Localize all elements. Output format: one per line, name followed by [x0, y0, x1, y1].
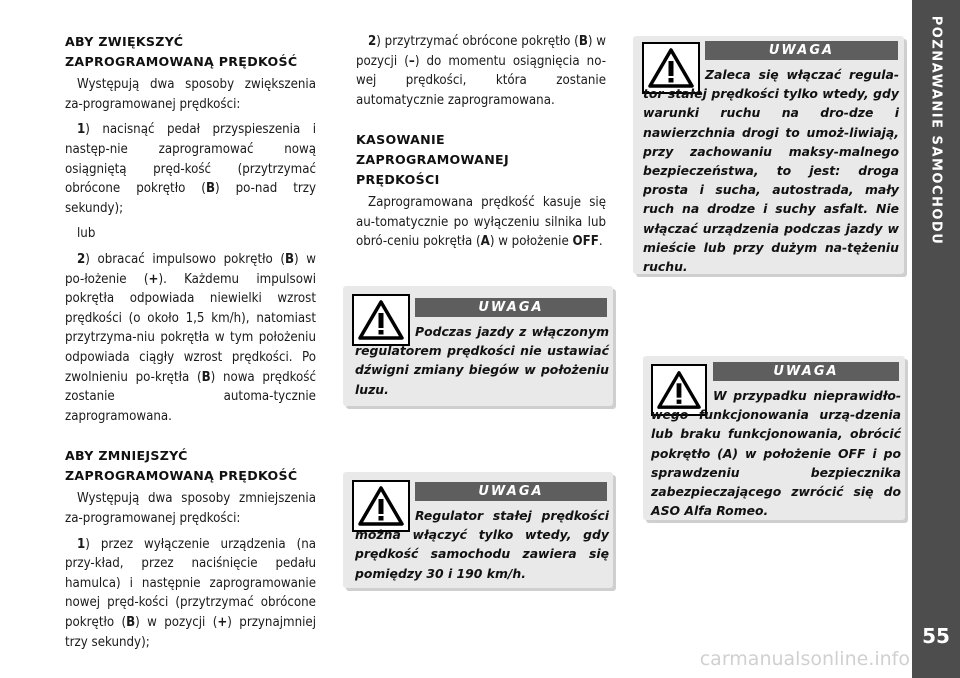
item-text: ) w pozycji ( [135, 615, 218, 631]
paragraph-or: lub [77, 226, 96, 242]
paragraph: Występują dwa sposoby zmniejszenia za-programowanej prędkości: [65, 491, 316, 527]
item-number: 2 [368, 34, 377, 49]
list-item [356, 32, 606, 110]
warning-box [343, 472, 613, 588]
item-text: ) do momentu osiągnięcia no-wej prędkości, która zostanie automatycznie zaprogramowana. [356, 53, 606, 108]
item-text: ) w po-łożenie ( [65, 251, 317, 287]
item-text: Zaprogramowana prędkość kasuje się au-tomatycznie po wyłączeniu silnika lub obró-ceniu pokrętła ( [356, 195, 606, 250]
item-text: ) po-nad trzy sekundy); [65, 181, 317, 216]
page-number: 55 [922, 624, 950, 648]
heading-line: ABY ZMNIEJSZYĆ [65, 448, 188, 464]
item-text: ) przytrzymać obrócone pokrętło ( [376, 34, 579, 49]
warning-box [343, 286, 613, 406]
key-label: B [126, 615, 136, 631]
warning-box [633, 36, 904, 274]
key-label: B [201, 369, 211, 385]
warning-title: UWAGA [415, 482, 607, 501]
section-title-text: POZNAWANIE SAMOCHODU [928, 15, 944, 245]
middle-column [356, 32, 606, 258]
heading-decrease [65, 446, 316, 485]
item-text: ) nowa prędkość zostanie automa-tycznie zaprogramowana. [65, 369, 316, 424]
list-item [65, 120, 316, 218]
heading-line: ABY ZWIĘKSZYĆ [65, 34, 184, 49]
key-label: A [480, 234, 490, 250]
off-label: OFF [572, 234, 599, 250]
watermark: carmanualsonline.info [699, 648, 910, 670]
heading-reset [356, 130, 516, 189]
warning-text: W przypadku nieprawidło-wego funkcjonowania urzą-dzenia lub braku funkcjonowania, obrócić pokrętło (A) w położenie OFF i po sprawdzeniu bezpiecznika zabezpieczającego zwrócić się do ASO Alfa Romeo. [651, 388, 901, 519]
warning-title: UWAGA [415, 298, 607, 317]
warning-box [643, 356, 905, 520]
item-number: 1 [77, 122, 86, 138]
item-number: 1 [77, 536, 86, 552]
minus-sign: – [408, 53, 415, 69]
list-item [65, 250, 316, 426]
warning-text: Zaleca się włączać regula-tor stałej prędkości tylko wtedy, gdy warunki ruchu na dro-dze i nawierzchnia drogi to umoż-liwiają, przy zachowaniu maksy-malnego bezpieczeństwa, to jest: droga prosta i sucha, autostrada, mały ruch na drodze i suchy asfalt. Nie włączać urządzenia podczas jazdy w mieście lub przy dużym na-tężeniu ruchu. [643, 67, 899, 275]
plus-sign: + [217, 615, 228, 631]
left-column [65, 32, 316, 658]
warning-text: Regulator stałej prędkości można włączyć tylko wtedy, gdy prędkość samochodu zawiera się pomiędzy 30 i 190 km/h. [355, 508, 609, 581]
item-text: . [598, 234, 603, 250]
item-text: ) przynajmniej trzy sekundy); [65, 615, 316, 650]
heading-line: ZAPROGRAMOWANEJ [356, 151, 509, 167]
heading-line: KASOWANIE [356, 132, 445, 148]
item-text: ) przez wyłączenie urządzenia (na przy-kład, przez naciśnięcie pedału hamulca) i następnie zaprogramowanie nowej pręd-kości (przytrzymać obrócone pokrętło ( [65, 536, 316, 631]
item-text: ). Każdemu impulsowi pokrętła odpowiada niewielki wzrost prędkości (o około 1,5 km/h), natomiast przytrzyma-niu pokrętła w tym położeniu odpowiada ciągły wzrost prędkości. Po zwolnieniu po-krętła ( [65, 271, 316, 385]
warning-text: Podczas jazdy z włączonym regulatorem prędkości nie ustawiać dźwigni zmiany biegów w położeniu luzu. [355, 324, 609, 397]
key-label: B [578, 34, 588, 49]
key-label: B [205, 181, 215, 197]
key-label: B [285, 251, 295, 267]
paragraph [356, 193, 606, 252]
paragraph: Występują dwa sposoby zwiększenia za-programowanej prędkości: [65, 77, 316, 112]
list-item [65, 535, 316, 653]
item-text: ) obracać impulsowo pokrętło ( [85, 251, 285, 267]
item-text: ) w pozycji ( [356, 34, 607, 69]
heading-line: ZAPROGRAMOWANĄ PRĘDKOŚĆ [65, 53, 298, 69]
heading-increase [65, 32, 316, 71]
heading-line: ZAPROGRAMOWANĄ PRĘDKOŚĆ [65, 467, 298, 483]
plus-sign: + [148, 271, 159, 287]
item-text: ) nacisnąć pedał przyspieszenia i następ-nie zaprogramować nową osiągniętą pręd-kość (przytrzymać obrócone pokrętło ( [65, 122, 316, 197]
section-title [912, 0, 960, 260]
warning-title: UWAGA [713, 362, 899, 381]
warning-title: UWAGA [705, 41, 898, 60]
item-number: 2 [77, 251, 86, 267]
item-text: ) w położenie [489, 234, 573, 250]
heading-line: PRĘDKOŚCI [356, 171, 440, 187]
